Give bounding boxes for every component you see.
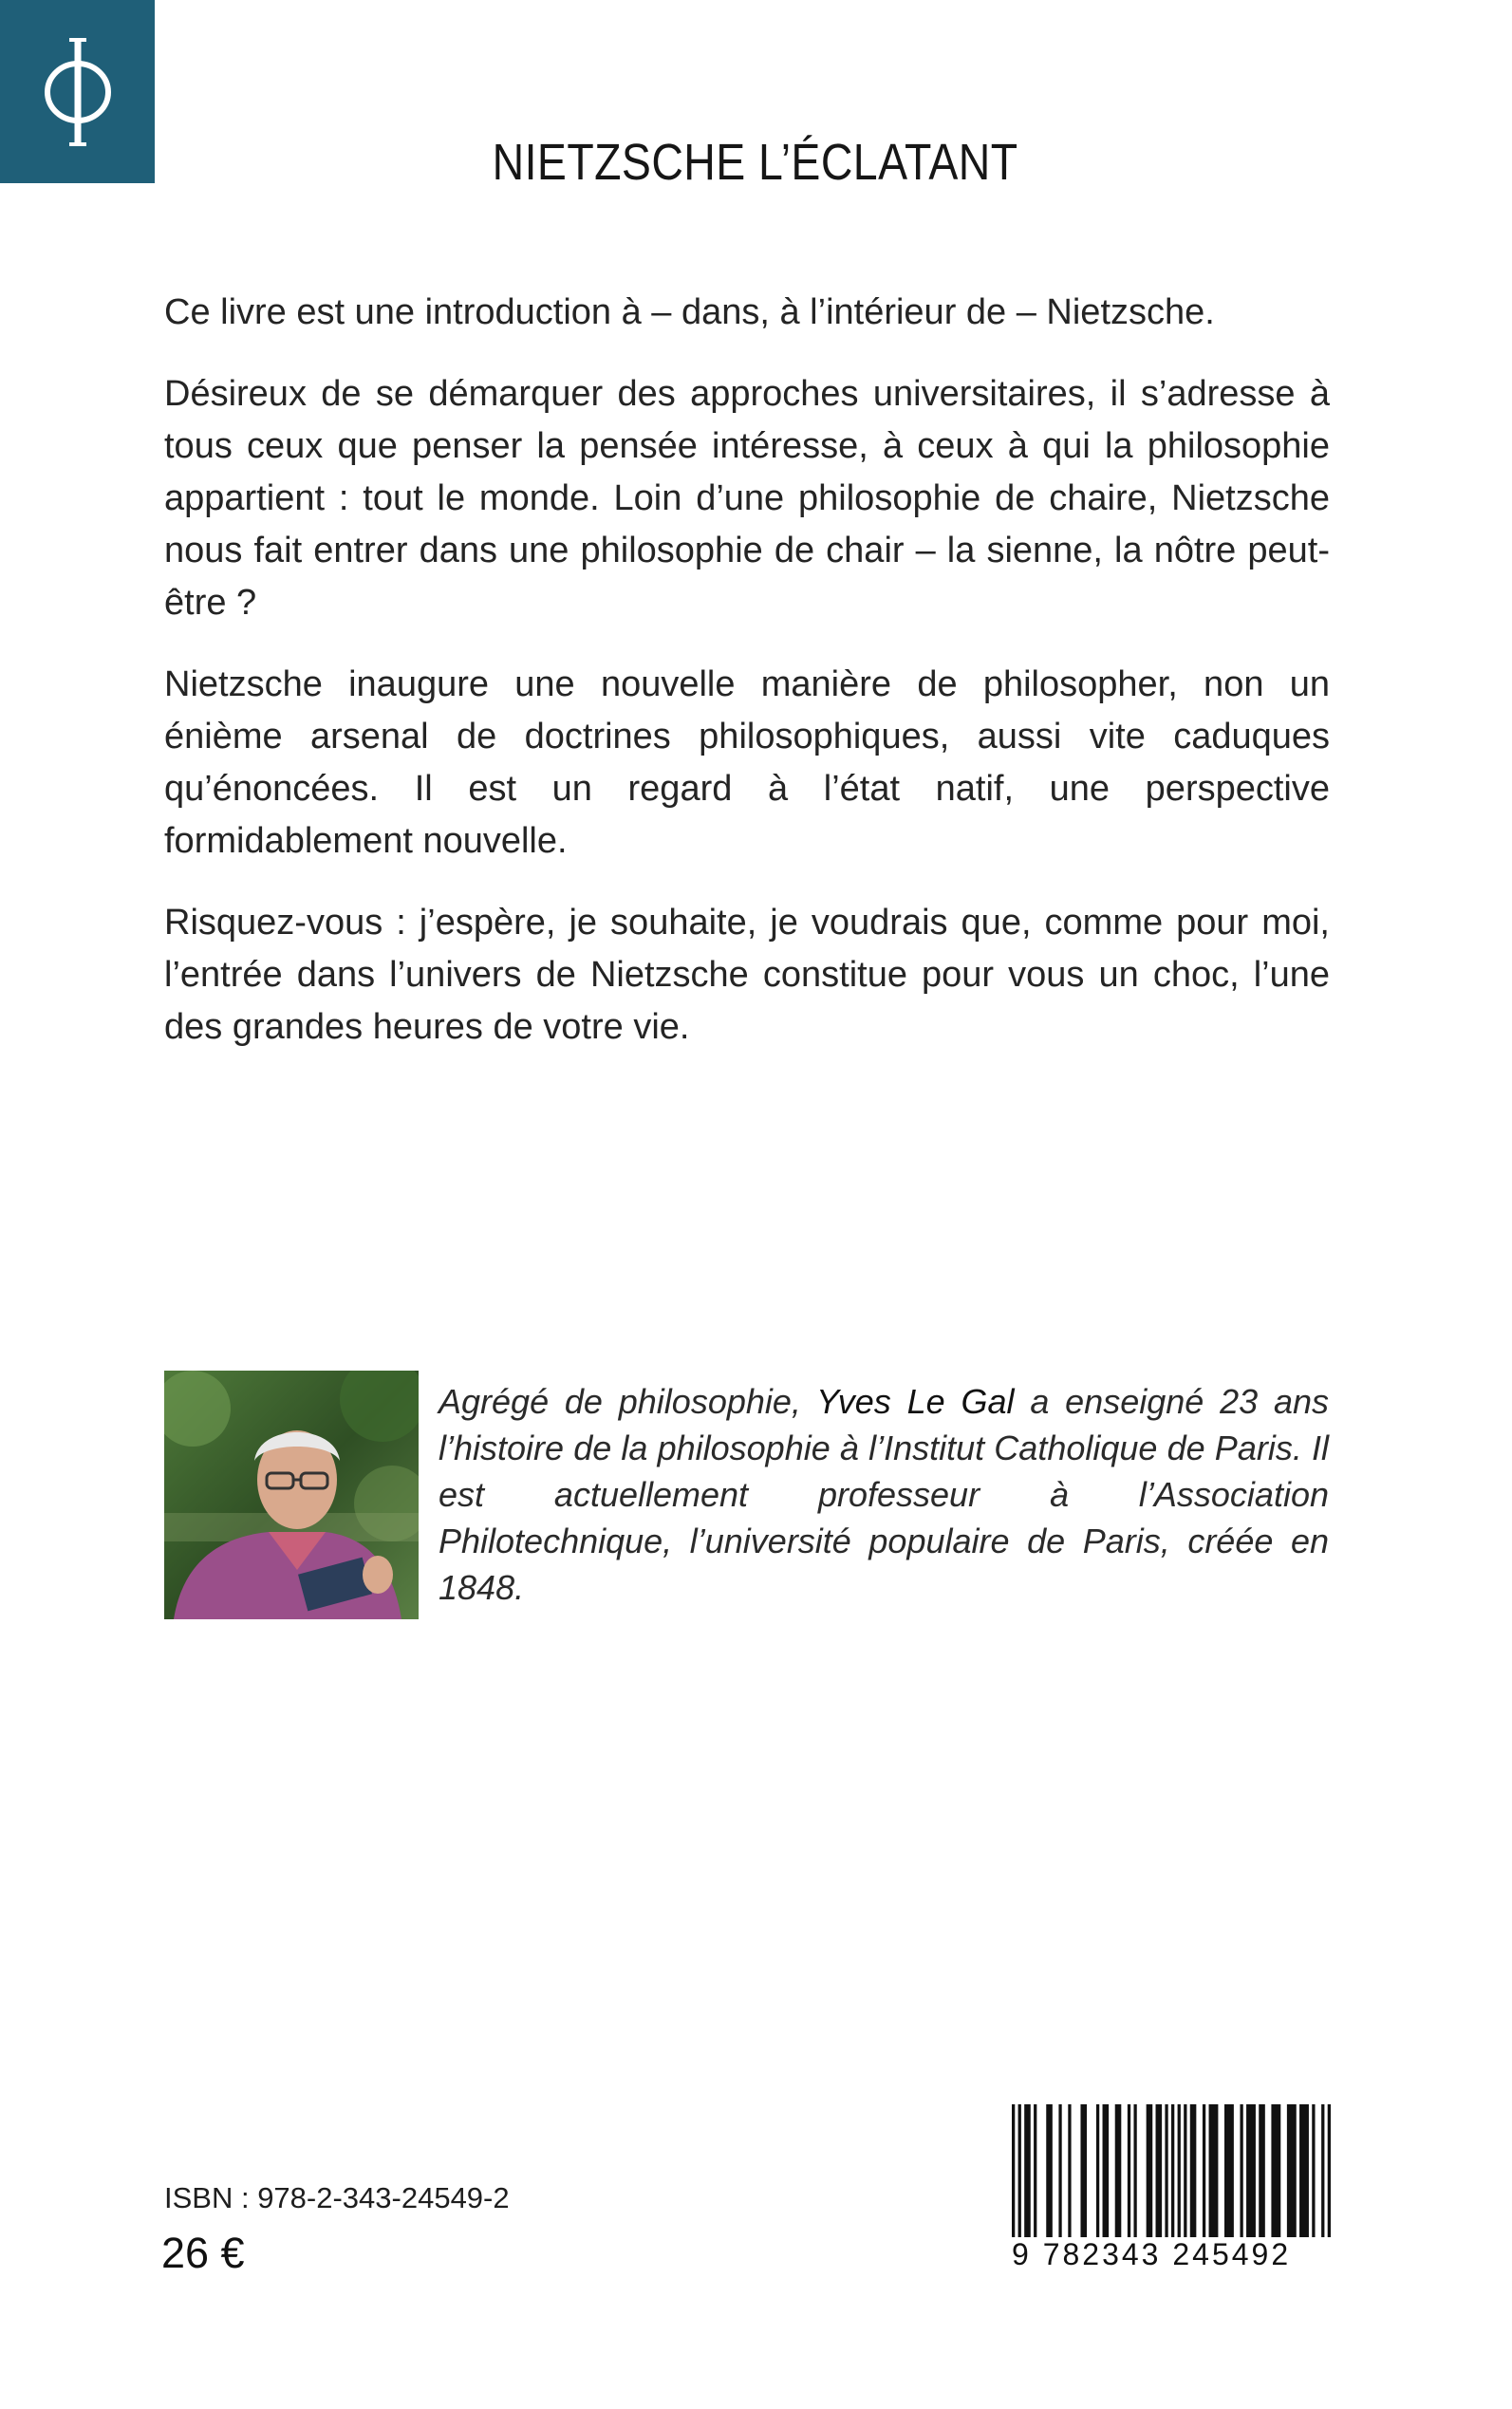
author-bio [439,1378,1329,1611]
barcode-bar [1203,2104,1205,2237]
barcode-bar [1209,2104,1219,2237]
barcode-bar [1287,2104,1297,2237]
barcode-bar [1080,2104,1087,2237]
barcode-bar [1171,2104,1174,2237]
barcode-bar [1240,2104,1242,2237]
barcode-bar [1018,2104,1021,2237]
blurb-paragraph-4: Risquez-vous : j’espère, je souhaite, je voudrais que, comme pour moi, l’entrée dans l’univers de Nietzsche constitue pour vous un choc, l’une des grandes heures de votre vie. [164,903,1330,1047]
barcode-bar [1024,2104,1031,2237]
barcode-bar [1156,2104,1163,2237]
author-name: Yves Le Gal [816,1382,1015,1421]
barcode-digits: 9 782343 245492 [1012,2237,1292,2271]
barcode-bar [1115,2104,1122,2237]
barcode-bar [1321,2104,1324,2237]
isbn: ISBN : 978-2-343-24549-2 [164,2181,510,2214]
barcode-bar [1133,2104,1136,2237]
blurb [164,287,1330,1083]
blurb-paragraph-3: Nietzsche inaugure une nouvelle manière de philosopher, non un énième arsenal de doctrines philosophiques, aussi vite caduques qu’énoncées. Il est un regard à l’état natif, une perspective formidablement nouvelle. [164,664,1330,861]
barcode-bar [1058,2104,1061,2237]
price: 26 € [161,2229,245,2277]
barcode-icon [1012,2104,1331,2237]
book-title: NIETZSCHE L’ÉCLATANT [492,134,1018,191]
author-bio-intro: Agrégé de philosophie, [439,1382,817,1421]
barcode-bar [1068,2104,1071,2237]
barcode-bar [1246,2104,1256,2237]
author-portrait-icon [164,1371,419,1619]
author-photo [164,1371,419,1619]
barcode-bar [1184,2104,1186,2237]
barcode-bar [1190,2104,1197,2237]
barcode-bar [1165,2104,1167,2237]
barcode-bar [1103,2104,1110,2237]
barcode-bar [1012,2104,1015,2237]
barcode-bar [1046,2104,1053,2237]
barcode-bar [1096,2104,1099,2237]
barcode-bar [1147,2104,1153,2237]
barcode-bar [1299,2104,1309,2237]
barcode-bar [1271,2104,1280,2237]
barcode-bar [1128,2104,1130,2237]
barcode-bar [1312,2104,1315,2237]
barcode-bar [1224,2104,1234,2237]
barcode [1012,2104,1331,2275]
barcode-bar [1178,2104,1181,2237]
author-bio-rest: a enseigné 23 ans l’histoire de la philosophie à l’Institut Catholique de Paris. Il est actuellement professeur à l’Association Philotechnique, l’université populaire de Paris, créée en 1848. [439,1382,1330,1607]
blurb-paragraph-2: Désireux de se démarquer des approches universitaires, il s’adresse à tous ceux que penser la pensée intéresse, à ceux à qui la philosophie appartient : tout le monde. Loin d’une philosophie de chaire, Nietzsche nous fait entrer dans une philosophie de chair – la sienne, la nôtre peut-être ? [164,374,1330,623]
blurb-paragraph-1: Ce livre est une introduction à – dans, à l’intérieur de – Nietzsche. [164,292,1215,332]
barcode-bar [1259,2104,1265,2237]
barcode-bar [1034,2104,1036,2237]
barcode-bar [1328,2104,1331,2237]
